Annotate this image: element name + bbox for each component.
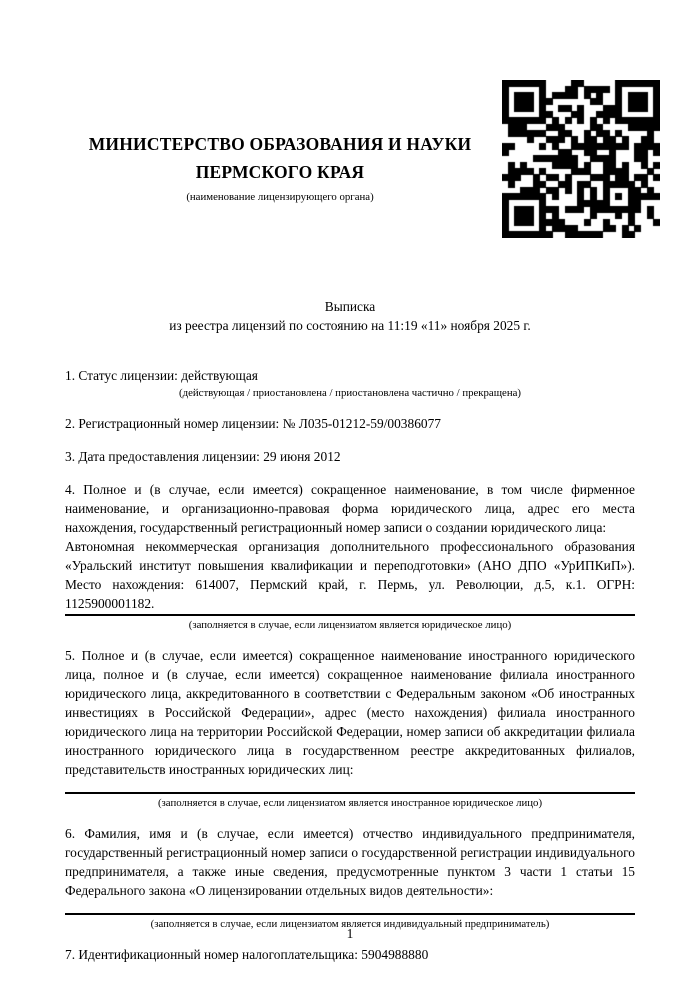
foreign-entity-label: 5. Полное и (в случае, если имеется) сокращенное наименование иностранного юридического лица, полное и (в случае, если имеется) сокращенное наименование филиала иностранного юридического лица, аккредитованного в соответствии с Федеральным законом «Об иностранных инвестициях в Российской Федерации», адрес (место нахождения) филиала иностранного юридического лица на территории Российской Федерации, номер записи об аккредитации филиала иностранного юридического лица в государственном реестре аккредитованных филиалов, представительств иностранных юридических лиц: — [65, 648, 635, 777]
item-individual-entrepreneur — [65, 824, 635, 931]
authority-name-line2: ПЕРМСКОГО КРАЯ — [195, 162, 365, 183]
item-registration-number — [65, 414, 635, 433]
document-title — [65, 297, 635, 335]
foreign-entity-rule — [65, 792, 635, 794]
qr-code-image — [502, 80, 660, 238]
licensing-authority-header — [63, 130, 497, 203]
qr-code — [502, 80, 660, 238]
document-title-line1: Выписка — [324, 299, 376, 314]
authority-name-line1: МИНИСТЕРСТВО ОБРАЗОВАНИЯ И НАУКИ — [88, 134, 472, 154]
item-license-date — [65, 447, 635, 466]
taxpayer-number-text: 7. Идентификационный номер налогоплательщика: 5904988880 — [65, 947, 429, 962]
authority-name — [63, 130, 497, 187]
legal-entity-rule — [65, 614, 635, 616]
page-number: 1 — [346, 926, 354, 941]
item-legal-entity — [65, 480, 635, 632]
authority-caption: (наименование лицензирующего органа) — [186, 190, 374, 203]
individual-entrepreneur-label: 6. Фамилия, имя и (в случае, если имеется) отчество индивидуального предпринимателя, государственный регистрационный номер записи о государственной регистрации индивидуального предпринимателя, а также иные сведения, предусмотренные пунктом 3 части 1 статьи 15 Федерального закона «О лицензировании отдельных видов деятельности»: — [65, 826, 635, 898]
license-status-text: 1. Статус лицензии: действующая — [65, 368, 258, 383]
license-status-caption: (действующая / приостановлена / приостановлена частично / прекращена) — [179, 387, 521, 399]
foreign-entity-caption: (заполняется в случае, если лицензиатом является иностранное юридическое лицо) — [157, 797, 543, 809]
document-title-line2: из реестра лицензий по состоянию на 11:19 «11» ноября 2025 г. — [169, 318, 531, 333]
individual-entrepreneur-rule — [65, 913, 635, 915]
legal-entity-label: 4. Полное и (в случае, если имеется) сокращенное наименование, в том числе фирменное наименование, и организационно-правовая форма юридического лица, адрес его места нахождения, государственный регистрационный номер записи о создании юридического лица: — [65, 482, 635, 535]
registration-number-text: 2. Регистрационный номер лицензии: № Л035-01212-59/00386077 — [65, 416, 441, 431]
document-body — [65, 297, 635, 964]
individual-entrepreneur-caption: (заполняется в случае, если лицензиатом является индивидуальный предприниматель) — [150, 918, 550, 930]
item-foreign-entity — [65, 646, 635, 810]
item-taxpayer-number — [65, 945, 635, 964]
legal-entity-value: Автономная некоммерческая организация дополнительного профессионального образования «Уральский институт повышения квалификации и переподготовки» (АНО ДПО «УрИПКиП»). Место нахождения: 614007, Пермский край, г. Пермь, ул. Революции, д.5, к.1. ОГРН: 1125900001182. — [65, 539, 635, 611]
item-license-status — [65, 366, 635, 400]
license-date-text: 3. Дата предоставления лицензии: 29 июня 2012 — [65, 449, 341, 464]
legal-entity-caption: (заполняется в случае, если лицензиатом является юридическое лицо) — [188, 619, 512, 631]
